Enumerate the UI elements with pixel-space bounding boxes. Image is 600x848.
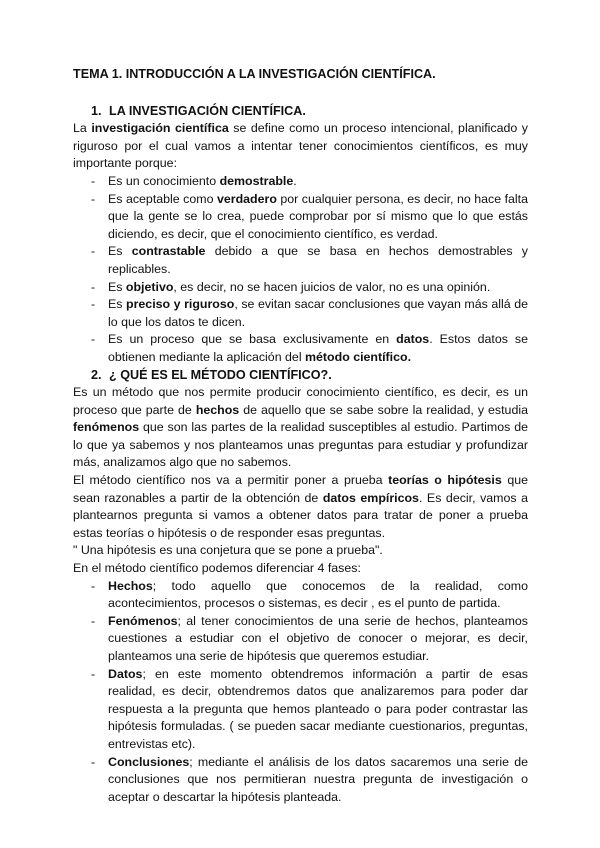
- text-run: Es: [108, 297, 127, 312]
- bold-text: contrastable: [131, 244, 206, 259]
- text-run: por cualquier persona, es decir, no hace falta que la gente se lo crea, puede comprobar por sí mismo que lo que estás diciendo, es decir, que el conocimiento científico, es verdad.: [108, 191, 528, 241]
- dash-bullet: -: [91, 191, 96, 206]
- text-run: En el método científico podemos diferenciar 4 fases:: [73, 561, 361, 576]
- list-item: [73, 296, 528, 331]
- section-heading-text: LA INVESTIGACIÓN CIENTÍFICA.: [109, 103, 306, 118]
- text-run: se define como un proceso intencional, planificado y riguroso por el cual vamos a intentar tener conocimientos científicos, es muy importante porque:: [73, 121, 529, 171]
- list-item: [73, 331, 528, 366]
- bold-text: Datos: [108, 666, 143, 681]
- bold-text: datos: [396, 332, 430, 347]
- text-run: .: [293, 173, 297, 188]
- section-heading-text: ¿ QUÉ ES EL MÉTODO CIENTÍFICO?.: [109, 367, 332, 382]
- text-run: Es un proceso que se basa exclusivamente en: [108, 332, 397, 347]
- bold-text: objetivo: [125, 279, 174, 294]
- document-page: [73, 66, 528, 806]
- text-run: Es un conocimiento: [108, 173, 220, 188]
- document-title: TEMA 1. INTRODUCCIÓN A LA INVESTIGACIÓN CIENTÍFICA.: [73, 67, 436, 81]
- section-heading: [73, 103, 528, 121]
- text-run: de aquello que se sabe sobre la realidad, y estudia: [239, 402, 528, 417]
- text-run: ; mediante el análisis de los datos sacaremos una serie de conclusiones que nos permitieran nuestra pregunta de investigación o aceptar o descartar la hipótesis planteada.: [108, 754, 528, 804]
- text-run: . Estos datos se obtienen mediante la aplicación del: [108, 332, 529, 364]
- paragraph: [73, 120, 528, 173]
- bold-text: método científico.: [305, 349, 412, 364]
- list-item: [73, 279, 528, 297]
- text-run: que sean razonables a partir de la obtención de: [73, 473, 528, 505]
- paragraph: [73, 560, 528, 578]
- bold-text: hechos: [195, 402, 240, 417]
- section-number: 1.: [91, 103, 102, 118]
- bold-text: datos empíricos: [322, 490, 419, 505]
- text-run: , es decir, no se hacen juicios de valor, no es una opinión.: [173, 279, 491, 294]
- list-item: [73, 578, 528, 613]
- bold-text: Fenómenos: [108, 613, 178, 628]
- bold-text: investigación científica: [91, 121, 229, 136]
- list-item: [73, 191, 528, 244]
- sections: [73, 103, 528, 807]
- bold-text: Conclusiones: [108, 754, 190, 769]
- text-run: " Una hipótesis es una conjetura que se pone a prueba".: [73, 543, 383, 558]
- section-number: 2.: [91, 367, 102, 382]
- dash-bullet: -: [91, 332, 96, 347]
- bullet-list: [73, 173, 528, 367]
- text-run: ; todo aquello que conocemos de la realidad, como acontecimientos, procesos o sistemas, es decir , es el punto de partida.: [108, 578, 528, 611]
- dash-bullet: -: [91, 297, 96, 312]
- bold-text: teorías o hipótesis: [388, 473, 502, 488]
- list-item: [73, 666, 528, 754]
- list-item: [73, 173, 528, 191]
- text-run: Es: [108, 244, 132, 259]
- dash-bullet: -: [91, 279, 96, 294]
- text-run: debido a que se basa en hechos demostrables y replicables.: [108, 244, 528, 276]
- list-item: [73, 613, 528, 666]
- text-run: ; en este momento obtendremos información a partir de esas realidad, es decir, obtendremos datos que analizaremos para poder dar respuesta a la pregunta que hemos planteado o para poder contrastar las hipótesis formuladas. ( se pueden sacar mediante cuestionarios, preguntas, entrevistas etc).: [108, 666, 528, 751]
- text-run: El método científico nos va a permitir poner a prueba: [73, 473, 389, 488]
- dash-bullet: -: [91, 578, 96, 593]
- text-run: Es un método que nos permite producir conocimiento científico, es decir, es un proceso que parte de: [73, 385, 528, 417]
- bold-text: fenómenos: [73, 420, 140, 435]
- dash-bullet: -: [91, 666, 96, 681]
- text-run: ; al tener conocimientos de una serie de hechos, planteamos cuestiones a estudiar con el objetivo de conocer o mejorar, es decir, planteamos una serie de hipótesis que queremos estudiar.: [108, 613, 528, 663]
- dash-bullet: -: [91, 173, 96, 188]
- text-run: Es: [108, 279, 126, 294]
- list-item: [73, 243, 528, 278]
- bold-text: preciso y riguroso: [126, 297, 235, 312]
- text-run: La: [73, 121, 92, 136]
- paragraph: [73, 384, 528, 472]
- text-run: . Es decir, vamos a plantearnos pregunta si vamos a obtener datos para tratar de poner a prueba estas teorías o hipótesis o de responder esas preguntas.: [73, 490, 528, 540]
- bullet-list: [73, 578, 528, 807]
- dash-bullet: -: [91, 613, 96, 628]
- bold-text: Hechos: [108, 578, 153, 593]
- dash-bullet: -: [91, 754, 96, 769]
- text-run: que son las partes de la realidad susceptibles al estudio. Partimos de lo que ya sabemos y nos planteamos unas preguntas para estudiar y profundizar más, analizamos algo que no sabemos.: [73, 420, 528, 470]
- dash-bullet: -: [91, 244, 96, 259]
- text-run: Es aceptable como: [108, 191, 217, 206]
- bold-text: demostrable: [219, 173, 294, 188]
- paragraph: [73, 472, 528, 542]
- list-item: [73, 754, 528, 807]
- paragraph: [73, 542, 528, 560]
- text-run: , se evitan sacar conclusiones que vayan más allá de lo que los datos te dicen.: [108, 297, 528, 329]
- bold-text: verdadero: [216, 191, 277, 206]
- section-heading: [73, 367, 528, 385]
